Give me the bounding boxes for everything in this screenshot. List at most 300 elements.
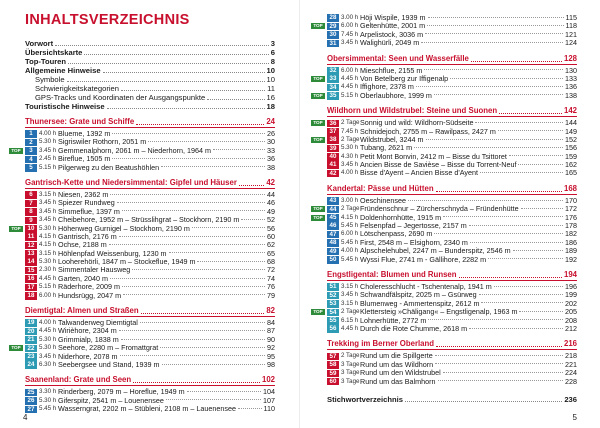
tour-entry[interactable]	[25, 292, 275, 300]
tour-name: Schwandfälspitz, 2025 m – Gsürweg	[360, 290, 477, 300]
tour-duration: 5.30 h	[39, 258, 57, 266]
tour-number-badge: 28	[327, 14, 339, 22]
leader-dots	[109, 244, 265, 245]
tour-entry[interactable]	[327, 325, 577, 333]
leader-dots	[67, 81, 265, 82]
toc-entry-page: 10	[266, 75, 275, 84]
tour-page: 84	[267, 318, 275, 328]
tour-number-badge: 32	[327, 67, 339, 75]
leader-dots	[470, 242, 563, 243]
section-heading[interactable]	[25, 117, 275, 128]
leader-dots	[434, 94, 563, 95]
tour-name: Mieschflue, 2155 m	[360, 65, 423, 75]
tour-number-badge: 24	[25, 361, 37, 369]
toc-entry-page: 8	[270, 57, 275, 66]
leader-dots	[121, 339, 265, 340]
tour-number-badge: 38	[327, 136, 339, 144]
tour-name: Walighürli, 2049 m	[360, 38, 420, 48]
tour-page: 65	[267, 248, 275, 258]
leader-dots	[427, 25, 563, 26]
toc-entry[interactable]	[25, 57, 275, 66]
leader-dots	[450, 78, 563, 79]
tour-number-badge: 53	[327, 300, 339, 308]
tour-duration: 5.30 h	[341, 144, 359, 152]
tour-page: 124	[565, 38, 577, 48]
tour-name: Garten, 2040 m	[58, 273, 108, 283]
tour-name: Höhenweg Gurnigel – Stockhorn, 2190 m	[58, 223, 190, 233]
tour-duration: 4.45 h	[39, 274, 57, 282]
tour-name: Pilgerweg zu den Beatushöhlen	[58, 162, 160, 172]
tour-duration: 5.45 h	[341, 255, 359, 263]
tour-page: 44	[267, 189, 275, 199]
tour-duration: 3 Tage	[341, 360, 360, 368]
tour-duration: 3.15 h	[341, 282, 359, 290]
tour-number-badge: 16	[25, 275, 37, 283]
tour-number-badge: 36	[327, 120, 339, 128]
toc-entry[interactable]	[25, 48, 275, 57]
tour-entry[interactable]	[327, 169, 577, 177]
section-heading[interactable]	[25, 178, 275, 189]
tour-duration: 3.45 h	[39, 216, 57, 224]
tour-duration: 4.00 h	[341, 169, 359, 177]
tour-number-badge: 2	[25, 139, 37, 147]
leader-dots	[119, 236, 265, 237]
tour-duration: 4.45 h	[341, 74, 359, 82]
tour-name: Rund um das Wildhorn	[360, 359, 434, 369]
leader-dots	[498, 130, 563, 131]
tour-number-badge: 30	[327, 31, 339, 39]
tour-name: Felsenpfad – Jegertosse, 2157 m	[360, 221, 467, 231]
leader-dots	[459, 277, 562, 278]
tour-name: Looherehörli, 1847 m – Stockeflue, 1949 m	[58, 257, 196, 267]
leader-dots	[436, 191, 562, 192]
tour-page: 212	[565, 323, 577, 333]
tour-duration: 4.15 h	[39, 232, 57, 240]
toc-heading: INHALTSVERZEICHNIS	[25, 12, 190, 28]
tour-number-badge: 10	[25, 225, 37, 233]
tour-name: Hundsrügg, 2047 m	[58, 290, 122, 300]
tour-duration: 6.30 h	[39, 360, 57, 368]
index-entry[interactable]	[327, 395, 577, 404]
toc-entry-page: 3	[270, 39, 275, 48]
tour-page: 107	[263, 395, 275, 405]
leader-dots	[207, 99, 264, 100]
tour-page: 162	[565, 160, 577, 170]
tour-page: 98	[267, 359, 275, 369]
toc-section	[313, 53, 577, 101]
tour-page: 52	[267, 215, 275, 225]
tour-number-badge: 49	[327, 248, 339, 256]
tour-duration: 5.45 h	[39, 405, 57, 413]
tour-duration: 3 Tage	[341, 369, 360, 377]
tour-number-badge: 8	[25, 208, 37, 216]
tour-page: 130	[565, 65, 577, 75]
tour-duration: 5.30 h	[39, 224, 57, 232]
tour-number-badge: 25	[25, 389, 37, 397]
toc-entry-title: Vorwort	[25, 39, 54, 48]
leader-dots	[197, 261, 265, 262]
tour-page: 224	[565, 368, 577, 378]
toc-section	[313, 183, 577, 264]
leader-dots	[110, 194, 265, 195]
leader-dots	[518, 164, 563, 165]
leader-dots	[122, 210, 265, 211]
leader-dots	[519, 311, 563, 312]
tour-entry[interactable]	[313, 90, 577, 100]
tour-name: Wasserngrat, 2202 m – Stübleni, 2108 m – Lauenensee	[58, 404, 236, 414]
tour-name: Tubang, 2621 m	[360, 143, 413, 153]
tour-number-badge: 47	[327, 231, 339, 239]
tour-duration: 4.00 h	[341, 247, 359, 255]
leader-dots	[521, 208, 563, 209]
tour-page: 38	[267, 162, 275, 172]
toc-entry-page: 6	[270, 48, 275, 57]
tour-duration: 5.30 h	[39, 138, 57, 146]
tour-page: 46	[267, 198, 275, 208]
tour-duration: 5.45 h	[341, 238, 359, 246]
toc-entry[interactable]	[25, 93, 275, 102]
tour-page: 36	[267, 154, 275, 164]
tour-page: 133	[565, 73, 577, 83]
leader-dots	[469, 328, 563, 329]
tour-entry[interactable]	[25, 164, 275, 172]
tour-name: Höhlenpfad Weissenburg, 1230 m	[58, 248, 167, 258]
tour-number-badge: 48	[327, 239, 339, 247]
tour-number-badge: 7	[25, 200, 37, 208]
tour-duration: 2 Tage	[341, 205, 360, 213]
section-heading[interactable]	[327, 339, 577, 350]
left-sections	[11, 117, 275, 414]
tour-number-badge: 34	[327, 84, 339, 92]
tour-name: Wildstrubel, 3244 m	[360, 134, 424, 144]
leader-dots	[117, 202, 265, 203]
tour-name: Bisse d'Ayent – Ancien Bisse d'Ayent	[360, 168, 478, 178]
tour-page: 95	[267, 351, 275, 361]
leader-dots	[424, 69, 563, 70]
top-badge: TOP	[311, 215, 325, 221]
tour-number-badge: 15	[25, 267, 37, 275]
toc-entry-page: 18	[266, 102, 275, 111]
tour-name: Grimmialp, 1838 m	[58, 334, 119, 344]
tour-page: 74	[267, 273, 275, 283]
tour-page: 60	[267, 231, 275, 241]
tour-duration: 2.30 h	[39, 266, 57, 274]
tour-number-badge: 50	[327, 256, 339, 264]
leader-dots	[141, 313, 265, 314]
toc-section	[313, 269, 577, 333]
tour-page: 62	[267, 240, 275, 250]
leader-dots	[428, 17, 564, 18]
toc-entry-title: Touristische Hinweise	[25, 102, 105, 111]
leader-dots	[405, 401, 562, 402]
leader-dots	[123, 294, 265, 295]
tour-page: 56	[267, 223, 275, 233]
section-page: 24	[266, 117, 275, 126]
leader-dots	[471, 61, 562, 62]
tour-duration: 4.30 h	[341, 152, 359, 160]
top-badge: TOP	[311, 137, 325, 143]
leader-dots	[435, 363, 563, 364]
tour-name: Alpschelehubel, 2247 m – Bunderspitz, 2546 m	[360, 246, 511, 256]
tour-duration: 2 Tage	[341, 119, 360, 127]
tour-number-badge: 6	[25, 191, 37, 199]
tour-name: Geltenhütte, 2001 m	[360, 21, 426, 31]
tour-duration: 6.15 h	[341, 316, 359, 324]
section-heading[interactable]	[327, 270, 577, 281]
leader-dots	[509, 155, 563, 156]
toc-entry[interactable]	[25, 84, 275, 93]
tour-page: 192	[565, 254, 577, 264]
leader-dots	[121, 90, 265, 91]
tour-name: Niesen, 2362 m	[58, 189, 109, 199]
tour-number-badge: 54	[327, 309, 339, 317]
section-title: Diemtigtal: Almen und Straßen	[25, 306, 139, 316]
leader-dots	[443, 372, 563, 373]
leader-dots	[479, 294, 563, 295]
section-title: Obersimmental: Seen und Wasserfälle	[327, 53, 469, 63]
leader-dots	[414, 147, 563, 148]
leader-dots	[103, 72, 265, 73]
tour-number-badge: 57	[327, 353, 339, 361]
tour-name: Seehore, 2280 m – Fromattgrat	[58, 343, 159, 353]
leader-dots	[436, 346, 562, 347]
tour-number-badge: 55	[327, 317, 339, 325]
tour-entry[interactable]	[25, 361, 275, 369]
toc-entry-title: Top-Touren	[25, 57, 67, 66]
top-badge: TOP	[311, 23, 325, 29]
tour-duration: 6.00 h	[341, 230, 359, 238]
tour-duration: 5.45 h	[341, 222, 359, 230]
tour-duration: 3.45 h	[341, 291, 359, 299]
tour-page: 144	[565, 118, 577, 128]
leader-dots	[133, 382, 260, 383]
tour-page: 172	[565, 204, 577, 214]
tour-name: Lohnerhütte, 2772 m	[360, 315, 427, 325]
tour-name: Simmentaler Hausweg	[58, 265, 131, 275]
tour-duration: 6.00 h	[39, 291, 57, 299]
top-badge: TOP	[311, 93, 325, 99]
tour-page: 26	[267, 129, 275, 138]
toc-entry-page: 10	[266, 66, 275, 75]
section-page: 216	[563, 339, 577, 349]
tour-page: 49	[267, 206, 275, 216]
tour-number-badge: 58	[327, 361, 339, 369]
tour-name: Höji Wispile, 1939 m	[360, 13, 426, 22]
general-toc	[25, 39, 275, 111]
tour-number-badge: 31	[327, 40, 339, 48]
tour-name: Oeschinensee	[360, 195, 406, 205]
section-title: Gantrisch-Kette und Niedersimmental: Gipfel und Häuser	[25, 177, 237, 187]
tour-number-badge: 21	[25, 336, 37, 344]
tour-number-badge: 13	[25, 250, 37, 258]
tour-number-badge: 37	[327, 128, 339, 136]
tour-number-badge: 46	[327, 222, 339, 230]
tour-duration: 7.45 h	[341, 127, 359, 135]
tour-duration: 3.45 h	[39, 146, 57, 154]
right-column	[313, 13, 577, 404]
section-heading[interactable]	[25, 306, 275, 317]
section-title: Wildhorn und Wildstrubel: Steine und Suonen	[327, 106, 498, 116]
tour-duration: 5.15 h	[39, 283, 57, 291]
leader-dots	[110, 278, 265, 279]
page-number-left: 4	[23, 413, 28, 422]
section-heading[interactable]	[327, 54, 577, 65]
tour-name: Ancien Bisse de Savièse – Bisse du Torrent-Neuf	[360, 160, 517, 170]
tour-duration: 3 Tage	[341, 377, 360, 385]
tour-duration: 5.15 h	[39, 163, 57, 171]
toc-entry-title: GPS-Tracks und Koordinaten der Ausgangspunkte	[35, 93, 206, 102]
section-page: 168	[563, 183, 577, 193]
tour-name: Oberlaubhore, 1999 m	[360, 90, 432, 100]
tour-number-badge: 1	[25, 130, 37, 138]
section-title: Trekking im Berner Oberland	[327, 339, 435, 349]
tour-duration: 3.15 h	[39, 190, 57, 198]
tour-name: Sonnig und wild: Wildhorn-Südseite	[360, 118, 474, 128]
tour-name: Spiezer Rundweg	[58, 198, 115, 208]
tour-number-badge: 45	[327, 214, 339, 222]
toc-section	[11, 306, 275, 369]
section-title: Kandertal: Pässe und Hütten	[327, 183, 434, 193]
tour-number-badge: 17	[25, 284, 37, 292]
tour-name: Rund um den Wildstrubel	[360, 368, 441, 378]
leader-dots	[68, 63, 269, 64]
section-page: 194	[563, 269, 577, 279]
toc-entry[interactable]	[25, 75, 275, 84]
tour-entry[interactable]	[327, 378, 577, 386]
leader-dots	[84, 54, 268, 55]
tour-number-badge: 42	[327, 170, 339, 178]
tour-entry[interactable]	[327, 39, 577, 47]
leader-dots	[140, 322, 265, 323]
tour-page: 104	[263, 387, 275, 397]
tour-number-badge: 52	[327, 292, 339, 300]
section-heading[interactable]	[327, 184, 577, 195]
tour-page: 33	[267, 145, 275, 155]
toc-entry-title: Allgemeine Hinweise	[25, 66, 101, 75]
tour-duration: 7.45 h	[341, 30, 359, 38]
tour-number-badge: 5	[25, 164, 37, 172]
tour-duration: 6.00 h	[341, 66, 359, 74]
tour-number-badge: 29	[327, 23, 339, 31]
tour-page: 76	[267, 282, 275, 292]
tour-name: Iffighore, 2378 m	[360, 82, 414, 92]
tour-number-badge: 12	[25, 242, 37, 250]
section-page: 82	[266, 306, 275, 316]
tour-page: 221	[565, 359, 577, 369]
tour-name: Simmeflue, 1397 m	[58, 206, 120, 216]
tour-number-badge: 18	[25, 292, 37, 300]
tour-duration: 3.00 h	[341, 14, 359, 21]
tour-duration: 4.45 h	[341, 324, 359, 332]
tour-page: 156	[565, 143, 577, 153]
section-title: Engstligental: Blumen und Runsen	[327, 269, 457, 279]
leader-dots	[434, 233, 563, 234]
toc-entry[interactable]	[25, 102, 275, 111]
tour-duration: 4.15 h	[39, 241, 57, 249]
tour-duration: 2 Tage	[341, 308, 360, 316]
leader-dots	[112, 133, 265, 134]
leader-dots	[494, 286, 563, 287]
tour-page: 199	[565, 290, 577, 300]
toc-entry[interactable]	[25, 66, 275, 75]
tour-name: Gantrisch, 2176 m	[58, 231, 117, 241]
tour-number-badge: 35	[327, 92, 339, 100]
tour-number-badge: 11	[25, 233, 37, 241]
tour-duration: 5.30 h	[39, 396, 57, 404]
tour-duration: 2 Tage	[341, 352, 360, 360]
tour-name: Rund um die Spillgerte	[360, 351, 433, 361]
tour-name: Rinderberg, 2079 m – Horeflue, 1949 m	[58, 387, 185, 397]
tour-page: 218	[565, 351, 577, 361]
tour-page: 228	[565, 376, 577, 386]
tour-page: 152	[565, 134, 577, 144]
left-column	[11, 12, 275, 414]
tour-duration: 3.30 h	[39, 388, 57, 396]
tour-page: 189	[565, 246, 577, 256]
tour-number-badge: 20	[25, 328, 37, 336]
leader-dots	[187, 391, 261, 392]
tour-duration: 5.30 h	[39, 335, 57, 343]
section-heading[interactable]	[25, 375, 275, 386]
tour-name: Talwanderweg Diemtigtal	[58, 318, 138, 328]
tour-duration: 3.45 h	[39, 207, 57, 215]
tour-name: Räderhore, 2009 m	[58, 282, 120, 292]
tour-page: 176	[565, 212, 577, 222]
tour-name: Rund um das Balmhorn	[360, 376, 436, 386]
tour-number-badge: 3	[25, 147, 37, 155]
tour-name: Durch die Rote Chumme, 2618 m	[360, 323, 468, 333]
section-title: Thunersee: Grate und Schiffe	[25, 117, 135, 126]
leader-dots	[132, 269, 265, 270]
tour-name: Blueme, 1392 m	[58, 129, 111, 138]
tour-entry[interactable]	[25, 405, 275, 413]
toc-section	[25, 375, 275, 413]
tour-entry[interactable]	[327, 256, 577, 264]
tour-name: Von Betelberg zur Iffigenalp	[360, 73, 449, 83]
tour-number-badge: 41	[327, 161, 339, 169]
top-badge: TOP	[9, 148, 23, 154]
tour-duration: 3.15 h	[341, 299, 359, 307]
tour-page: 202	[565, 298, 577, 308]
leader-dots	[136, 124, 264, 125]
tour-duration: 4.00 h	[39, 130, 57, 137]
index-title: Stichwortverzeichnis	[327, 394, 403, 404]
top-badge: TOP	[311, 206, 325, 212]
tour-name: Petit Mont Bonvin, 2412 m – Bisse du Tsittoret	[360, 151, 507, 161]
tour-name: Gemmenalphorn, 2061 m – Niederhorn, 1964 m	[58, 145, 212, 155]
tour-duration: 3.45 h	[39, 199, 57, 207]
section-page: 128	[563, 53, 577, 63]
leader-dots	[513, 250, 563, 251]
tour-number-badge: 60	[327, 378, 339, 386]
section-heading[interactable]	[327, 106, 577, 117]
toc-entry[interactable]	[25, 39, 275, 48]
tour-page: 68	[267, 257, 275, 267]
tour-name: Fründenschnur – Zürcherschnyda – Fründenhütte	[360, 204, 519, 214]
leader-dots	[122, 286, 265, 287]
tour-page: 170	[565, 195, 577, 205]
top-badge: TOP	[311, 76, 325, 82]
tour-name: Bireflue, 1505 m	[58, 154, 111, 164]
leader-dots	[408, 200, 563, 201]
tour-name: Klettersteig »Chäligang« – Engstligenalp, 1963 m	[360, 307, 518, 317]
tour-page: 92	[267, 343, 275, 353]
tour-page: 118	[565, 21, 577, 31]
section-page: 142	[563, 106, 577, 116]
tour-number-badge: 22	[25, 345, 37, 353]
tour-number-badge: 26	[25, 397, 37, 405]
leader-dots	[119, 330, 265, 331]
